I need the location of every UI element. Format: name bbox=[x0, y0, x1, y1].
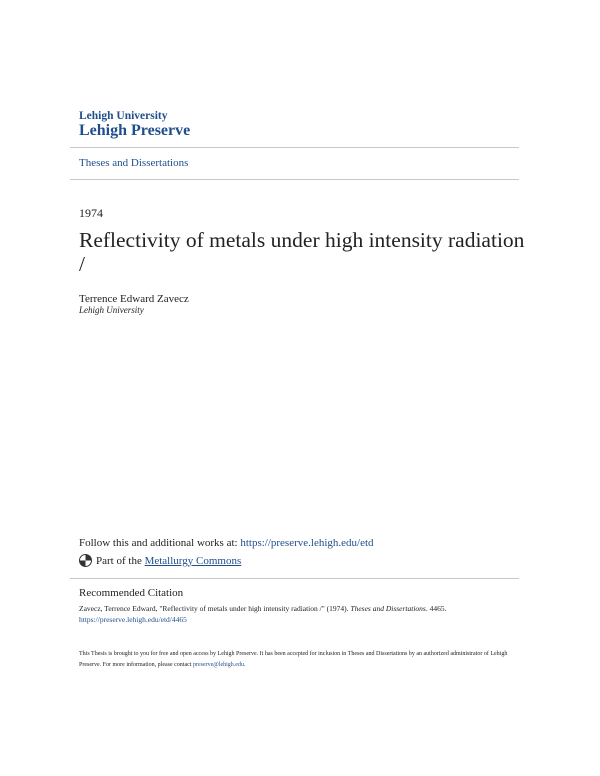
citation-start: Zavecz, Terrence Edward, "Reflectivity of metals under high intensity radiation /" (1974). bbox=[79, 604, 351, 613]
publication-year: 1974 bbox=[79, 206, 103, 220]
top-divider bbox=[70, 147, 519, 148]
notice-end: . bbox=[243, 662, 246, 668]
contact-email-link[interactable]: preserve@lehigh.edu bbox=[192, 662, 244, 668]
part-of-prefix: Part of the bbox=[96, 554, 145, 567]
citation-series: Theses and Dissertations bbox=[350, 604, 426, 613]
bottom-divider bbox=[70, 179, 519, 180]
follow-line bbox=[79, 537, 374, 549]
follow-url-link[interactable]: https://preserve.lehigh.edu/etd bbox=[240, 537, 374, 549]
follow-prefix: Follow this and additional works at: bbox=[79, 537, 241, 549]
repository-name[interactable]: Lehigh Preserve bbox=[79, 122, 191, 139]
collection-link[interactable]: Theses and Dissertations bbox=[79, 157, 189, 169]
document-title: Reflectivity of metals under high intensity radiation / bbox=[79, 228, 525, 276]
citation-text bbox=[79, 603, 519, 625]
author-affiliation: Lehigh University bbox=[79, 305, 144, 315]
part-of-line bbox=[79, 554, 241, 567]
citation-url-link[interactable]: https://preserve.lehigh.edu/etd/4465 bbox=[79, 615, 187, 624]
citation-end: . 4465. bbox=[425, 604, 447, 613]
metallurgy-commons-link[interactable]: Metallurgy Commons bbox=[144, 554, 242, 567]
notice-text: This Thesis is brought to you for free and open access by Lehigh Preserve. It has been accepted for inclusion in Theses and Dissertations by an authorized administrator of Lehigh Preserve. For more information, please contact bbox=[79, 651, 508, 668]
author-name: Terrence Edward Zavecz bbox=[79, 293, 189, 305]
recommended-citation-heading: Recommended Citation bbox=[79, 587, 184, 599]
access-notice bbox=[79, 649, 519, 671]
network-logo-icon bbox=[79, 554, 92, 567]
institution-name: Lehigh University bbox=[79, 110, 168, 122]
citation-divider bbox=[70, 578, 519, 579]
